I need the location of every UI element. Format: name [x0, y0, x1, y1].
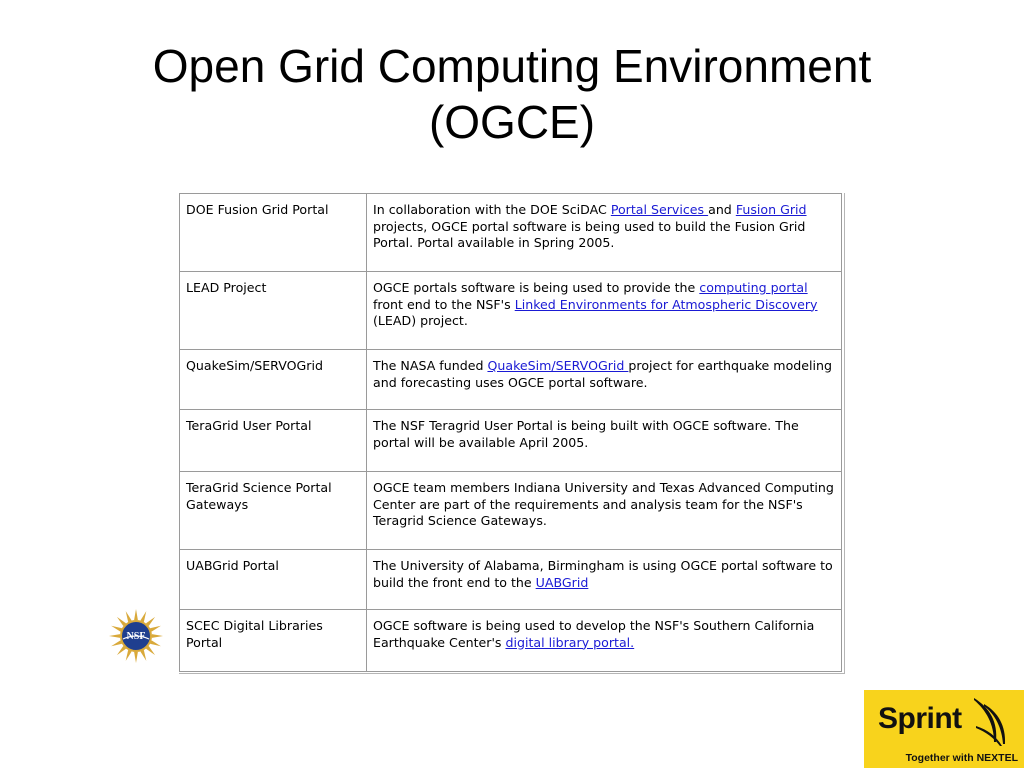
nsf-seal-ray [111, 626, 122, 632]
description-text: front end to the NSF's [373, 296, 515, 312]
project-name-cell: TeraGrid User Portal [180, 410, 367, 472]
project-description-cell [367, 610, 842, 672]
nsf-seal-ray [126, 611, 132, 622]
sprint-wing-icon [972, 696, 1012, 748]
project-link[interactable]: Portal Services [610, 202, 709, 217]
nsf-seal-ray [111, 640, 122, 646]
nsf-seal-ray [150, 626, 161, 632]
project-name-cell: QuakeSim/SERVOGrid [180, 350, 367, 410]
description-text: and [708, 202, 736, 217]
nsf-seal-icon [108, 608, 164, 664]
table-row [180, 472, 842, 550]
projects-table [179, 193, 842, 672]
nsf-seal-ray [134, 609, 138, 620]
table-row [180, 610, 842, 672]
slide-title [0, 38, 1024, 150]
nsf-seal-ray [126, 650, 132, 661]
table-row [180, 550, 842, 610]
project-link[interactable]: computing portal [699, 280, 808, 295]
nsf-logo-text: NSF [126, 631, 146, 642]
project-link[interactable]: Linked Environments for Atmospheric Discovery [514, 296, 818, 312]
title-line-1: Open Grid Computing Environment [152, 40, 872, 92]
project-name-cell: UABGrid Portal [180, 550, 367, 610]
description-text: The NSF Teragrid User Portal is being built with OGCE software. The portal will be available April 2005. [373, 418, 799, 450]
description-text: In collaboration with the DOE SciDAC [373, 202, 611, 217]
projects-table-container [179, 193, 845, 674]
project-name-cell: SCEC Digital Libraries Portal [180, 610, 367, 672]
project-name-cell: DOE Fusion Grid Portal [180, 194, 367, 272]
project-description-cell [367, 350, 842, 410]
nsf-seal-ray [140, 650, 146, 661]
description-text: The NASA funded [373, 358, 488, 373]
project-name-cell: LEAD Project [180, 272, 367, 350]
nsf-seal-ray [152, 634, 163, 638]
project-link[interactable]: Fusion Grid [735, 202, 807, 217]
project-description-cell [367, 410, 842, 472]
project-description-cell [367, 550, 842, 610]
description-text: project for earthquake modeling and forecasting uses OGCE portal software. [373, 358, 832, 390]
description-text: The University of Alabama, Birmingham is using OGCE portal software to build the front end to the [373, 558, 833, 590]
project-link[interactable]: QuakeSim/SERVOGrid [487, 358, 629, 373]
description-text: OGCE portals software is being used to provide the [373, 280, 700, 295]
description-text: (LEAD) project. [373, 313, 468, 328]
table-row [180, 194, 842, 272]
nsf-seal-ray [109, 634, 120, 638]
title-line-2: (OGCE) [428, 96, 596, 148]
projects-table-body [180, 194, 842, 672]
nsf-seal-ray [140, 611, 146, 622]
nsf-logo [108, 608, 164, 664]
project-description-cell [367, 472, 842, 550]
nsf-seal-ray [150, 640, 161, 646]
project-description-cell [367, 194, 842, 272]
sprint-logo [864, 690, 1024, 768]
table-row [180, 272, 842, 350]
description-text: projects, OGCE portal software is being used to build the Fusion Grid Portal. Portal available in Spring 2005. [373, 218, 806, 250]
description-text: OGCE software is being used to develop the NSF's Southern California Earthquake Center's [373, 618, 815, 650]
project-description-cell [367, 272, 842, 350]
project-link[interactable]: UABGrid [535, 574, 589, 590]
table-row [180, 410, 842, 472]
sprint-wordmark: Sprint [878, 702, 962, 735]
nsf-seal-ray [134, 652, 138, 663]
sprint-tagline: Together with NEXTEL [905, 752, 1018, 764]
project-link[interactable]: digital library portal. [505, 634, 635, 650]
project-name-cell: TeraGrid Science Portal Gateways [180, 472, 367, 550]
table-row [180, 350, 842, 410]
description-text: OGCE team members Indiana University and Texas Advanced Computing Center are part of the requirements and analysis team for the NSF's Teragrid Science Gateways. [373, 480, 834, 528]
